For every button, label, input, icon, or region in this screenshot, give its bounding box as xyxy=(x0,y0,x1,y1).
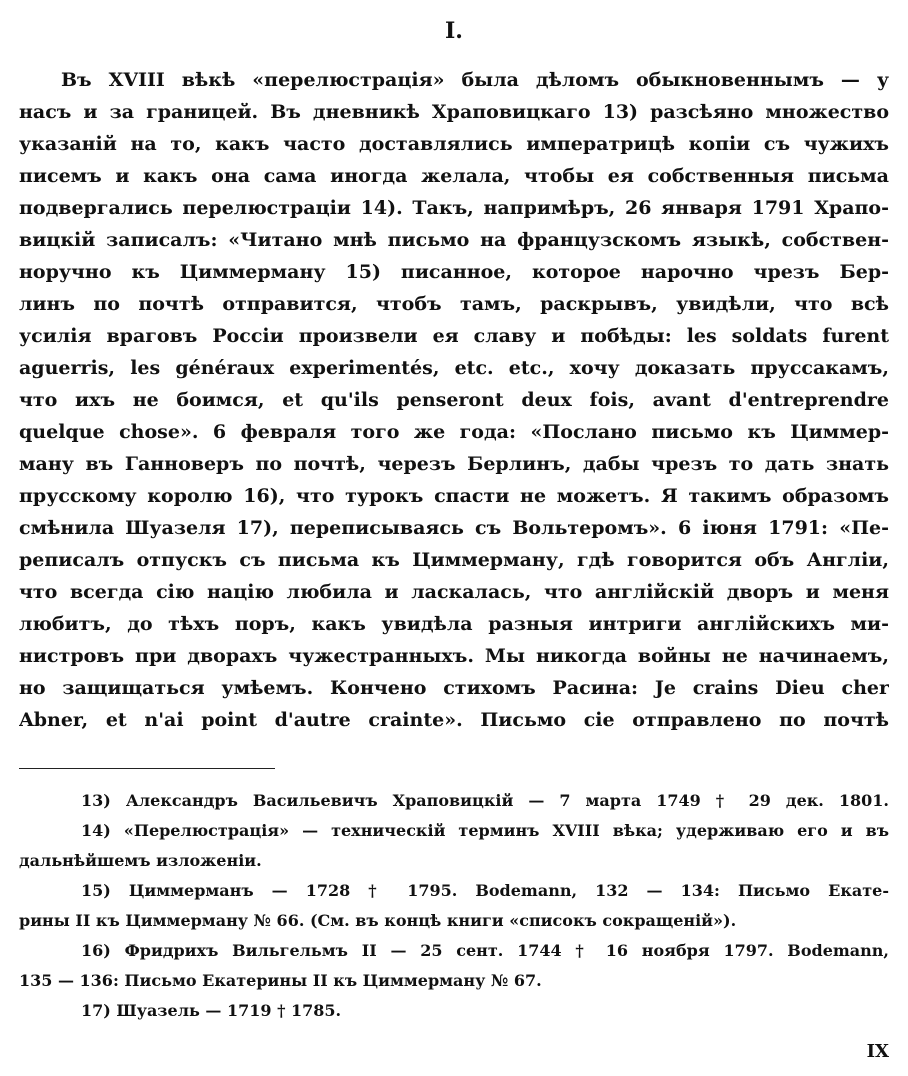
body-line: линъ по почтѣ отправится, чтобъ тамъ, раскрывъ, увидѣли, что всѣ xyxy=(19,293,889,315)
footnote-14 xyxy=(19,816,889,876)
body-line: вицкій записалъ: «Читано мнѣ письмо на французскомъ языкѣ, собствен- xyxy=(19,229,889,251)
footnote-line: 135 — 136: Письмо Екатерины II къ Циммерману № 67. xyxy=(19,971,542,990)
footnote-line: рины II къ Циммерману № 66. (См. въ концѣ книги «списокъ сокращеній»). xyxy=(19,911,737,930)
body-line: прусскому королю 16), что турокъ спасти не можетъ. Я такимъ образомъ xyxy=(19,485,889,507)
footnote-line: 13) Александръ Васильевичъ Храповицкій — 7 марта 1749 † 29 дек. 1801. xyxy=(81,791,889,810)
body-line: нистровъ при дворахъ чужестранныхъ. Мы никогда войны не начинаемъ, xyxy=(19,645,889,667)
body-line: любитъ, до тѣхъ поръ, какъ увидѣла разныя интриги англійскихъ ми- xyxy=(19,613,889,635)
body-line: подвергались перелюстраціи 14). Такъ, напримѣръ, 26 января 1791 Храпо- xyxy=(19,197,889,219)
footnote-line: 16) Фридрихъ Вильгельмъ II — 25 сент. 1744 † 16 ноября 1797. Bodemann, xyxy=(81,941,889,960)
body-line: писемъ и какъ она сама иногда желала, чтобы ея собственныя письма xyxy=(19,165,889,187)
body-line: aguerris, les généraux experimentés, etc. etc., хочу доказать пруссакамъ, xyxy=(19,357,889,379)
footnotes-section xyxy=(19,786,889,1026)
body-line: что всегда сію націю любила и ласкалась, что англійскій дворъ и меня xyxy=(19,581,889,603)
footnote-divider xyxy=(19,768,275,769)
page-number: IX xyxy=(866,1041,889,1062)
footnote-line: 15) Циммерманъ — 1728 † 1795. Bodemann, 132 — 134: Письмо Екате- xyxy=(81,881,889,900)
body-line: реписалъ отпускъ съ письма къ Циммерману, гдѣ говорится объ Англіи, xyxy=(19,549,889,571)
body-line: норучно къ Циммерману 15) писанное, которое нарочно чрезъ Бер- xyxy=(19,261,889,283)
footnote-13 xyxy=(19,786,889,816)
footnote-line: 14) «Перелюстрація» — техническій терминъ XVIII вѣка; удерживаю его и въ xyxy=(81,821,889,840)
chapter-heading: I. xyxy=(445,18,463,44)
body-line: но защищаться умѣемъ. Кончено стихомъ Расина: Je crains Dieu cher xyxy=(19,677,889,699)
body-paragraph xyxy=(19,64,889,736)
body-line: Abner, et n'ai point d'autre crainte». Письмо сіе отправлено по почтѣ xyxy=(19,709,889,731)
footnote-15 xyxy=(19,876,889,936)
body-line: указаній на то, какъ часто доставлялись императрицѣ копіи съ чужихъ xyxy=(19,133,889,155)
body-line: насъ и за границей. Въ дневникѣ Храповицкаго 13) разсѣяно множество xyxy=(19,101,889,123)
body-line: Въ XVIII вѣкѣ «перелюстрація» была дѣломъ обыкновеннымъ — у xyxy=(61,69,889,91)
footnote-16 xyxy=(19,936,889,996)
footnote-line: 17) Шуазель — 1719 † 1785. xyxy=(81,1001,342,1020)
body-line: quelque chose». 6 февраля того же года: «Послано письмо къ Циммер- xyxy=(19,421,889,443)
footnote-line: дальнѣйшемъ изложеніи. xyxy=(19,851,262,870)
body-line: усилія враговъ Россіи произвели ея славу и побѣды: les soldats furent xyxy=(19,325,889,347)
footnote-17 xyxy=(19,996,889,1026)
body-line: ману въ Ганноверъ по почтѣ, черезъ Берлинъ, дабы чрезъ то дать знать xyxy=(19,453,889,475)
body-line: смѣнила Шуазеля 17), переписываясь съ Вольтеромъ». 6 іюня 1791: «Пе- xyxy=(19,517,889,539)
body-line: что ихъ не боимся, et qu'ils penseront deux fois, avant d'entreprendre xyxy=(19,389,889,411)
